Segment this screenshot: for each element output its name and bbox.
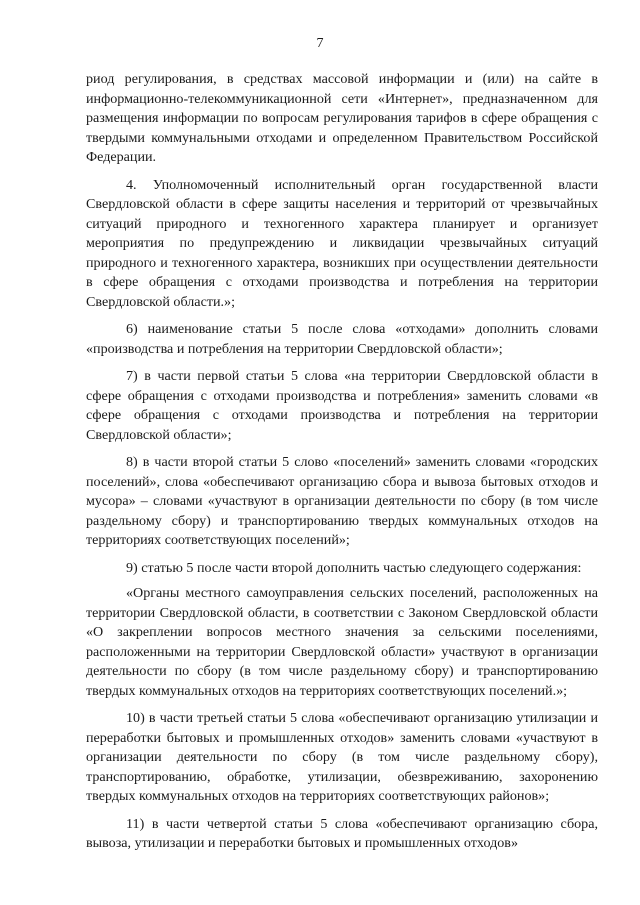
- paragraph-continuation: риод регулирования, в средствах массовой информации и (или) на сайте в информационно-телекоммуникационной сети «Интернет», предназначенном для размещения информации по вопросам регулирования тарифов в сфере обращения с твердыми коммунальными отходами и определенном Правительством Российской Федерации.: [86, 71, 598, 165]
- document-body: [86, 70, 598, 862]
- paragraph-item-11: 11) в части четвертой статьи 5 слова «обеспечивают организацию сбора, вывоза, утилизации и переработки бытовых и промышленных отходов»: [86, 815, 598, 851]
- paragraph-item-6: 6) наименование статьи 5 после слова «отходами» дополнить словами «производства и потребления на территории Свердловской области»;: [86, 321, 598, 357]
- paragraph-item-9: 9) статью 5 после части второй дополнить частью следующего содержания:: [126, 559, 582, 576]
- page-number: 7: [316, 36, 324, 51]
- paragraph-item-8: 8) в части второй статьи 5 слово «поселений» заменить словами «городских поселений», слова «обеспечивают организацию сбора и вывоза бытовых отходов и мусора» – словами «участвуют в организации деятельности по сбору (в том числе раздельному сбору) и транспортированию твердых коммунальных отходов на территориях соответствующих поселений»;: [86, 454, 598, 548]
- paragraph-item-4: 4. Уполномоченный исполнительный орган государственной власти Свердловской области в сфере защиты населения и территорий от чрезвычайных ситуаций природного и техногенного характера планирует и организует мероприятия по предупреждению и ликвидации чрезвычайных ситуаций природного и техногенного характера, возникших при осуществлении деятельности в сфере обращения с отходами производства и потребления на территории Свердловской области.»;: [86, 176, 598, 310]
- paragraph-item-10: 10) в части третьей статьи 5 слова «обеспечивают организацию утилизации и переработки бытовых и промышленных отходов» заменить словами «участвуют в организации деятельности по сбору (в том числе раздельному сбору), транспортированию, обработке, утилизации, обезвреживанию, захоронению твердых коммунальных отходов на территориях соответствующих районов»;: [86, 710, 598, 804]
- paragraph-item-7: 7) в части первой статьи 5 слова «на территории Свердловской области в сфере обращения с отходами производства и потребления» заменить словами «в сфере обращения с отходами производства и потребления на территории Свердловской области»;: [86, 368, 598, 443]
- paragraph-quoted-insertion: «Органы местного самоуправления сельских поселений, расположенных на территории Свердловской области, в соответствии с Законом Свердловской области «О закреплении вопросов местного значения за сельскими поселениями, расположенными на территории Свердловской области» участвуют в организации деятельности по сбору (в том числе раздельному сбору) и транспортированию твердых коммунальных отходов на территориях соответствующих поселений.»;: [86, 585, 598, 699]
